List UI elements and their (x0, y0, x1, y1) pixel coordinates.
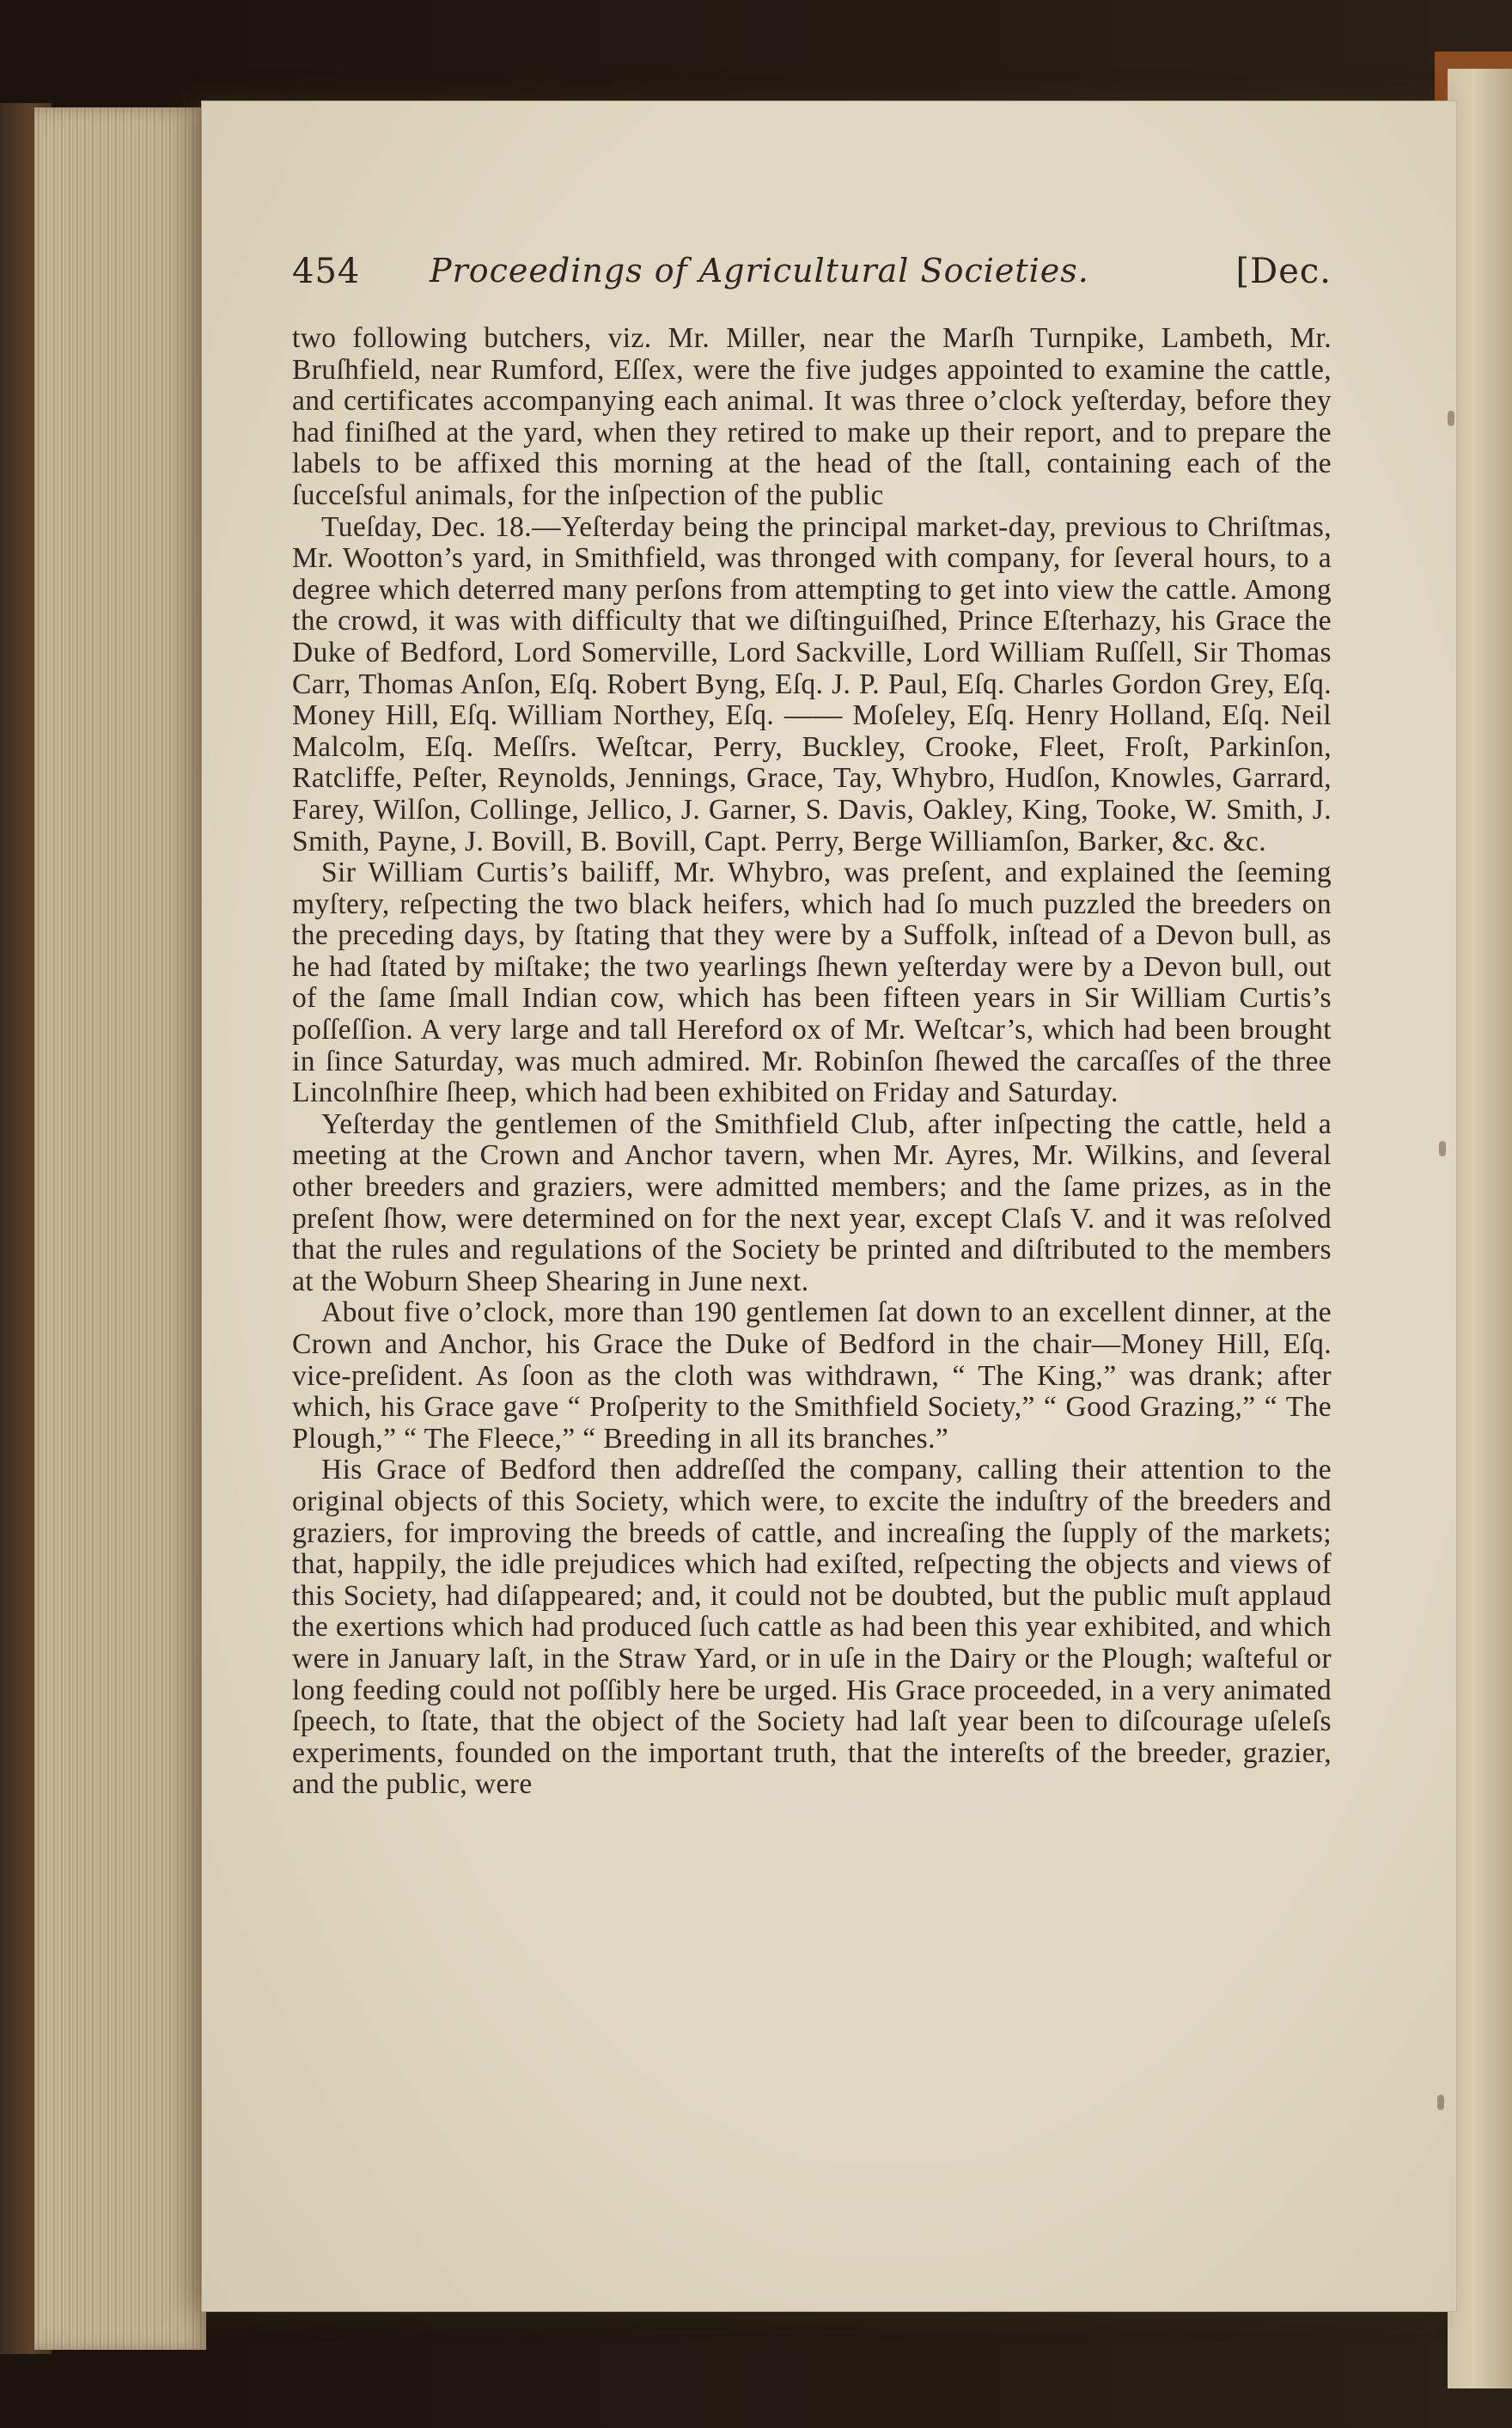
ink-mark (1448, 411, 1454, 426)
paragraph-tuesday-report: Tueſday, Dec. 18.—Yeſterday being the principal market-day, previous to Chriſtmas, Mr. Wootton’s yard, in Smithfield, was thronged with company, for ſeveral hours, to a degree which deterred many perſons from attempting to get into view the cattle. Among the crowd, it was with difficulty that we diſtinguiſhed, Prince Eſterhazy, his Grace the Duke of Bedford, Lord Somerville, Lord Sackville, Lord William Ruſſell, Sir Thomas Carr, Thomas Anſon, Eſq. Robert Byng, Eſq. J. P. Paul, Eſq. Charles Gordon Grey, Eſq. Money Hill, Eſq. William Northey, Eſq. —— Moſeley, Eſq. Henry Holland, Eſq. Neil Malcolm, Eſq. Meſſrs. Weſtcar, Perry, Buckley, Crooke, Fleet, Froſt, Parkinſon, Ratcliffe, Peſter, Reynolds, Jennings, Grace, Tay, Whybro, Hudſon, Knowles, Garrard, Farey, Wilſon, Collinge, Jellico, J. Garner, S. Davis, Oakley, King, Tooke, W. Smith, J. Smith, Payne, J. Bovill, B. Bovill, Capt. Perry, Berge Williamſon, Barker, &c. &c. (292, 510, 1332, 857)
facing-page-edge (1448, 69, 1512, 2388)
paragraph-bailiff: Sir William Curtis’s bailiff, Mr. Whybro, was preſent, and explained the ſeeming myſtery, reſpecting the two black heifers, which had ſo much puzzled the breeders on the preceding days, by ſtating that they were by a Suffolk, inſtead of a Devon bull, as he had ſtated by miſtake; the two yearlings ſhewn yeſterday were by a Devon bull, out of the ſame ſmall Indian cow, which has been fifteen years in Sir William Curtis’s poſſeſſion. A very large and tall Hereford ox of Mr. Weſtcar’s, which had been brought in ſince Saturday, was much admired. Mr. Robinſon ſhewed the carcaſſes of the three Lincolnſhire ſheep, which had been exhibited on Friday and Saturday. (292, 857, 1332, 1109)
page-number: 454 (292, 252, 361, 291)
running-title: Proceedings of Agricultural Societies. (430, 252, 1089, 290)
book-page (202, 101, 1456, 2311)
paragraph-continuation: two following butchers, viz. Mr. Miller, near the Marſh Turnpike, Lambeth, Mr. Bruſhfield, near Rumford, Eſſex, were the five judges appointed to examine the cattle, and certificates accompanying each animal. It was three o’clock yeſterday, before they had finiſhed at the yard, when they retired to make up their report, and to prepare the labels to be affixed this morning at the head of the ſtall, containing each of the ſucceſsful animals, for the inſpection of the public (292, 322, 1332, 511)
paragraph-address: His Grace of Bedford then addreſſed the company, calling their attention to the original objects of this Society, which were, to excite the induſtry of the breeders and graziers, for improving the breeds of cattle, and increaſing the ſupply of the markets; that, happily, the idle prejudices which had exiſted, reſpecting the objects and views of this Society, had diſappeared; and, it could not be doubted, but the public muſt applaud the exertions which had produced ſuch cattle as had been this year exhibited, and which were in January laſt, in the Straw Yard, or in uſe in the Dairy or the Plough; waſteful or long feeding could not poſſibly here be urged. His Grace proceeded, in a very animated ſpeech, to ſtate, that the object of the Society had laſt year been to diſcourage uſeleſs experiments, founded on the important truth, that the intereſts of the breeder, grazier, and the public, were (292, 1454, 1332, 1801)
paragraph-club-meeting: Yeſterday the gentlemen of the Smithfield Club, after inſpecting the cattle, held a meeting at the Crown and Anchor tavern, when Mr. Ayres, Mr. Wilkins, and ſeveral other breeders and graziers, were admitted members; and the ſame prizes, as in the preſent ſhow, were determined on for the next year, except Claſs V. and it was reſolved that the rules and regulations of the Society be printed and diſtributed to the members at the Woburn Sheep Shearing in June next. (292, 1107, 1332, 1297)
running-head (292, 252, 1332, 303)
body-text (292, 323, 1332, 1801)
running-date: [Dec. (1235, 252, 1332, 291)
page-stack-edge (34, 107, 206, 2350)
paragraph-dinner: About five o’clock, more than 190 gentlemen ſat down to an excellent dinner, at the Crown and Anchor, his Grace the Duke of Bedford in the chair—Money Hill, Eſq. vice-preſident. As ſoon as the cloth was withdrawn, “ The King,” was drank; after which, his Grace gave “ Proſperity to the Smithfield Society,” “ Good Grazing,” “ The Plough,” “ The Fleece,” “ Breeding in all its branches.” (292, 1296, 1332, 1455)
ink-mark (1439, 1141, 1446, 1156)
ink-mark (1437, 2095, 1444, 2110)
